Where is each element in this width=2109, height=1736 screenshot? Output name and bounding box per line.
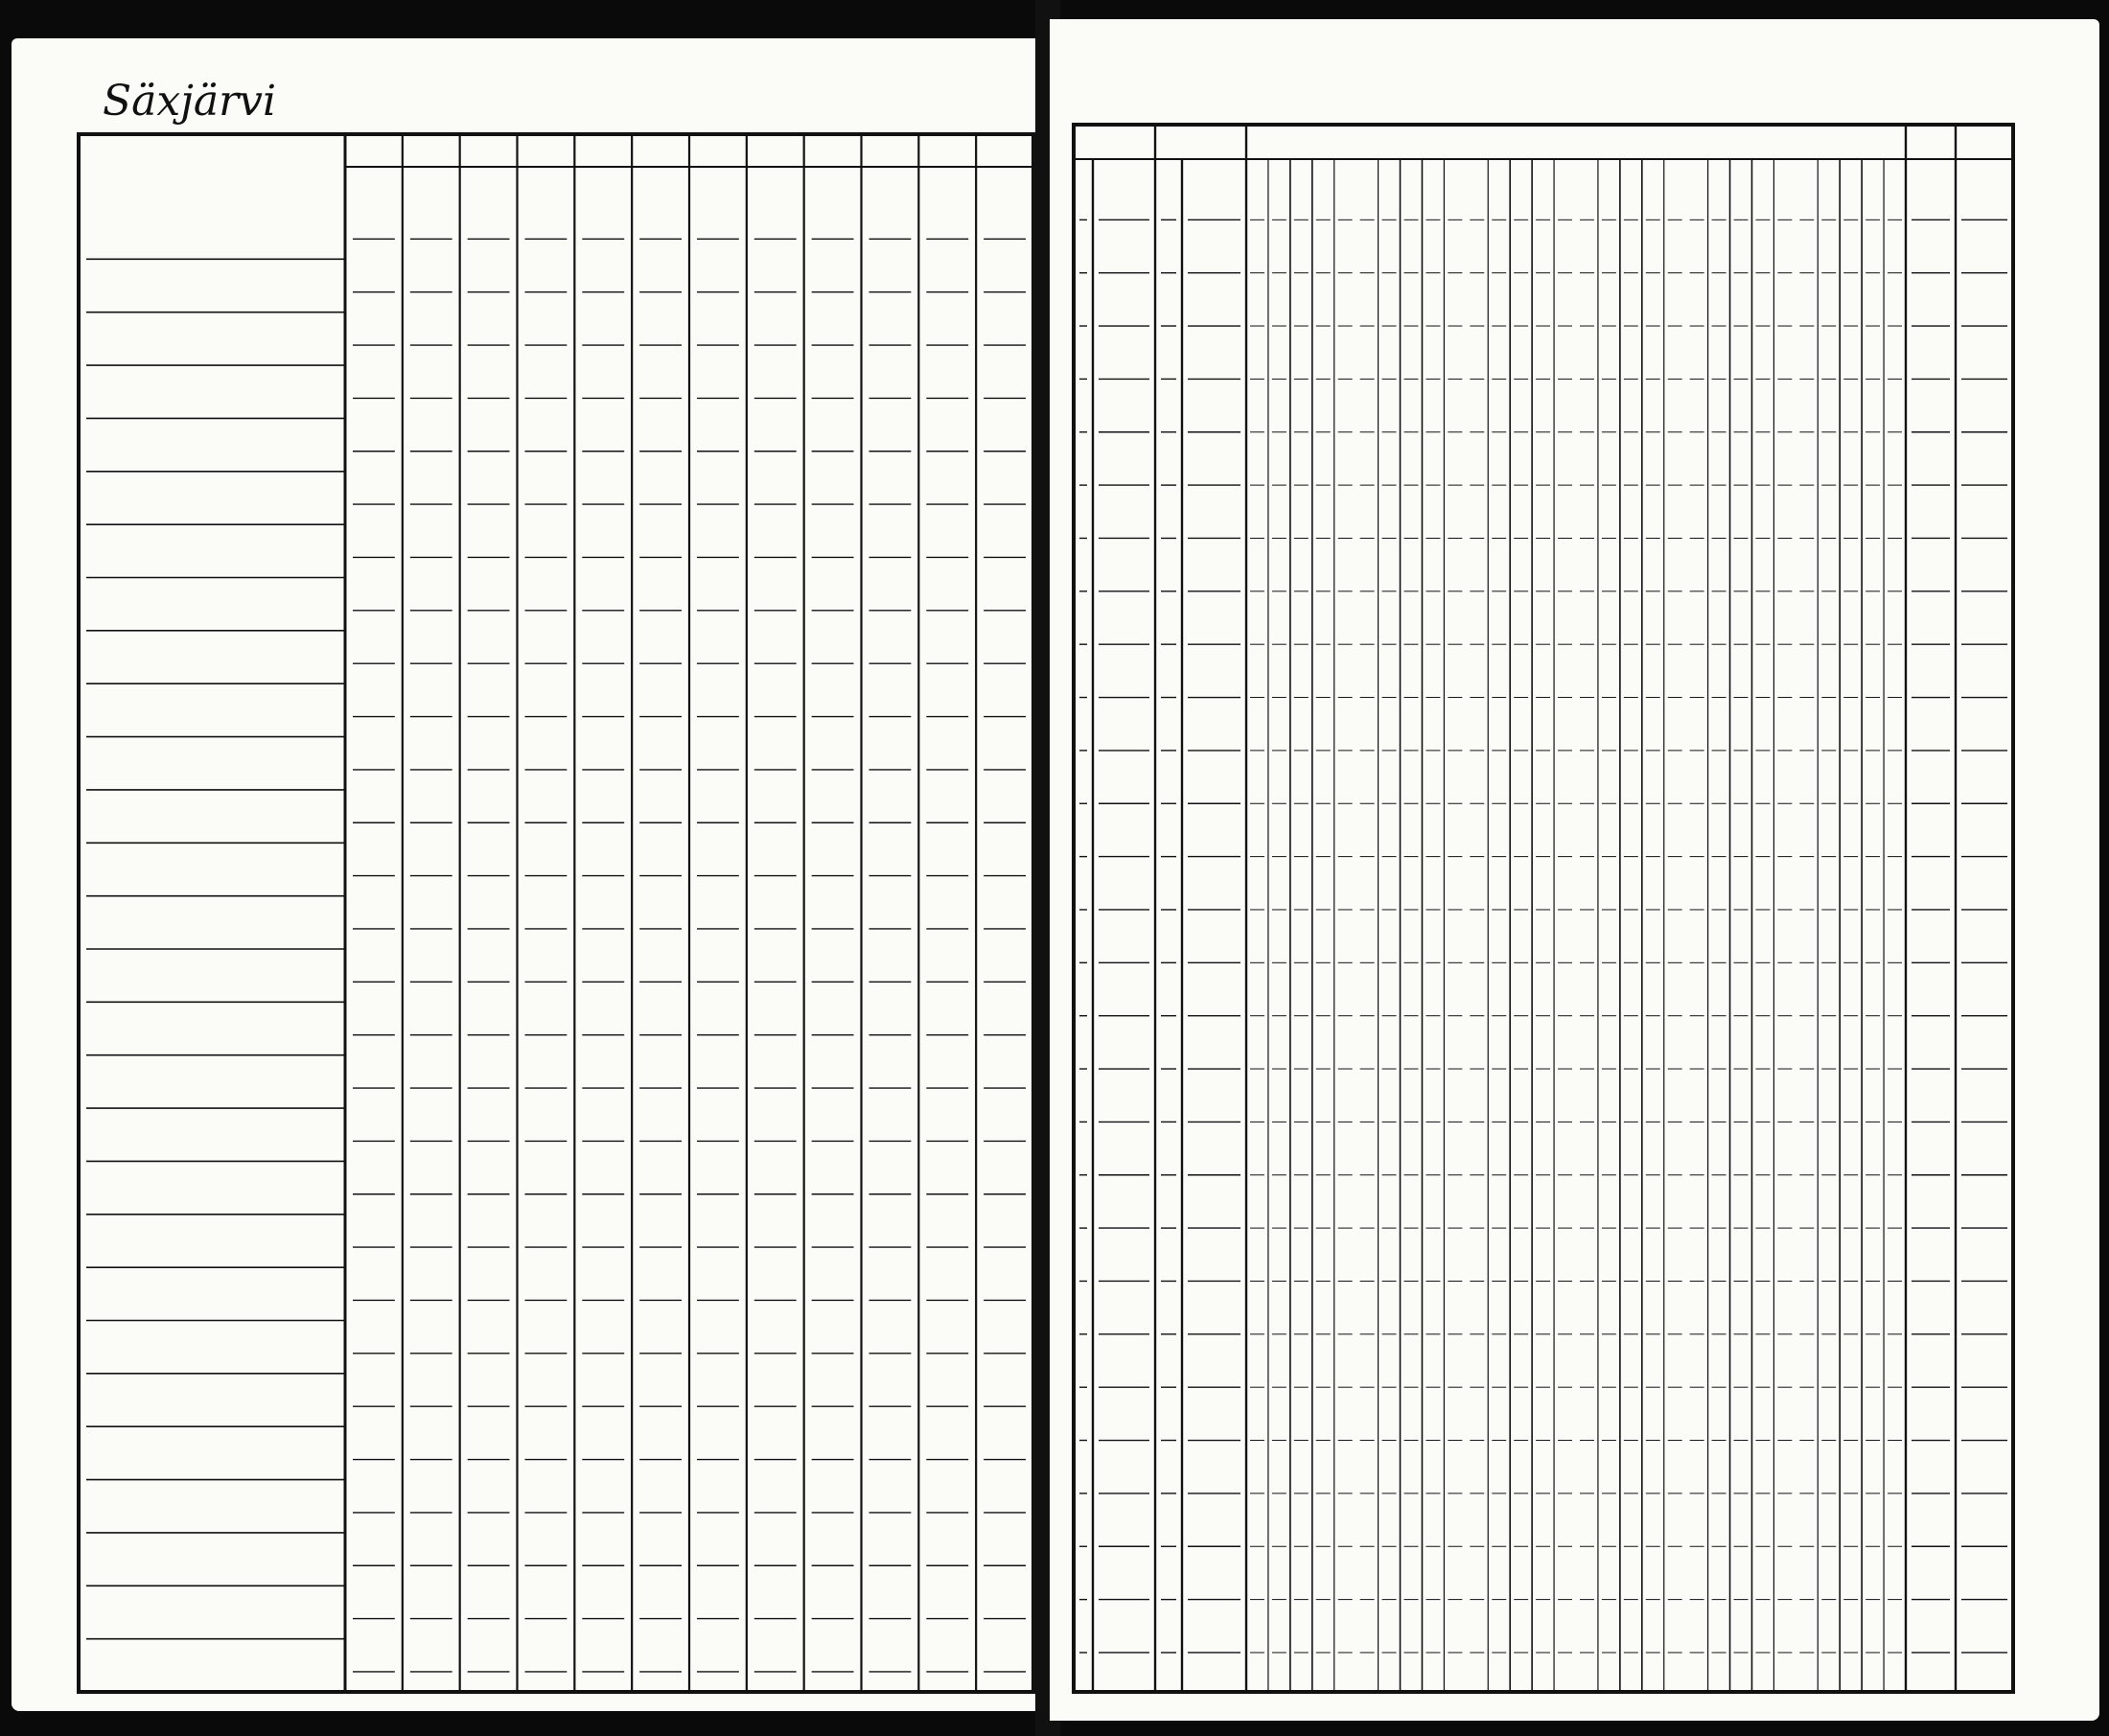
right-table-frame [1074, 125, 2013, 1692]
left-register-table [12, 38, 1042, 1711]
left-page [12, 38, 1042, 1711]
page-heading: Säxjärvi [103, 77, 277, 126]
right-page [1050, 19, 2099, 1721]
left-table-frame [79, 134, 1033, 1692]
right-register-table [1050, 19, 2099, 1721]
